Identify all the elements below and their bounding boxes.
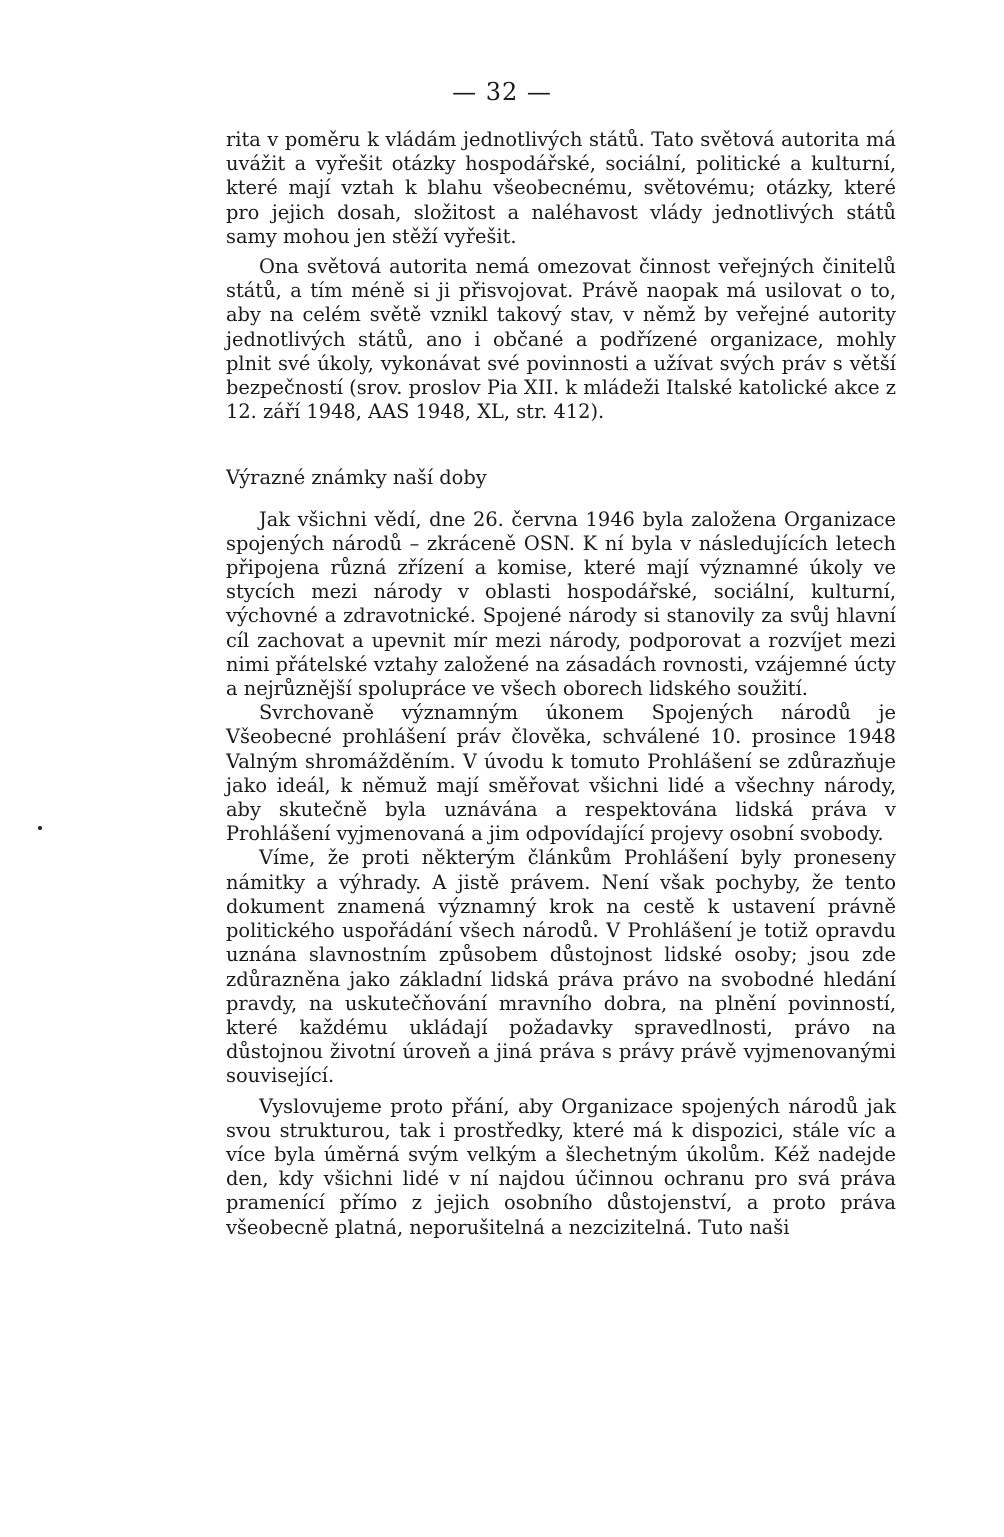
paragraph: Ona světová autorita nemá omezovat činnost veřejných činitelů států, a tím méně si ji přisvojovat. Právě naopak má usilovat o to, aby na celém světě vznikl takový stav, v němž by veřejné autority jednotlivých států, ano i občané a podřízené organizace, mohly plnit své úkoly, vykonávat své povinnosti a užívat svých práv s větší bezpečností (srov. proslov Pia XII. k mládeži Italské katolické akce z 12. září 1948, AAS 1948, XL, str. 412). [226, 255, 896, 424]
paragraph-continuation: rita v poměru k vládám jednotlivých států. Tato světová autorita má uvážit a vyřešit otázky hospodářské, sociální, politické a kulturní, které mají vztah k blahu všeobecnému, světovému; otázky, které pro jejich dosah, složitost a naléhavost vlády jednotlivých států samy mohou jen stěží vyřešit. [226, 128, 896, 248]
page-number: — 32 — [452, 78, 552, 106]
paragraph: Jak všichni vědí, dne 26. června 1946 byla založena Organizace spojených národů – zkráceně OSN. K ní byla v následujících letech připojena různá zřízení a komise, které mají významné úkoly ve stycích mezi národy v oblasti hospodářské, sociální, kulturní, výchovné a zdravotnické. Spojené národy si stanovily za svůj hlavní cíl zachovat a upevnit mír mezi národy, podporovat a rozvíjet mezi nimi přátelské vztahy založené na zásadách rovnosti, vzájemné úcty a nejrůznější spolupráce ve všech oborech lidského soužití. [226, 507, 896, 701]
section-heading: Výrazné známky naší doby [226, 466, 487, 490]
page-body [226, 128, 896, 1240]
paragraph: Víme, že proti některým článkům Prohlášení byly proneseny námitky a výhrady. A jistě právem. Není však pochyby, že tento dokument znamená významný krok na cestě k ustavení právně politického uspořádání všech národů. V Prohlášení je totiž opravdu uznána slavnostním způsobem důstojnost lidské osoby; jsou zde zdůrazněna jako základní lidská práva právo na svobodné hledání pravdy, na uskutečňování mravního dobra, na plnění povinností, které každému ukládají požadavky spravedlnosti, právo na důstojnou životní úroveň a jiná práva s právy právě vyjmenovanými související. [226, 846, 896, 1088]
scan-speck [38, 826, 42, 830]
paragraph: Vyslovujeme proto přání, aby Organizace spojených národů jak svou strukturou, tak i prostředky, které má k dispozici, stále víc a více byla úměrná svým velkým a šlechetným úkolům. Kéž nadejde den, kdy všichni lidé v ní najdou účinnou ochranu pro svá práva pramenící přímo z jejich osobního důstojenství, a proto práva všeobecně platná, neporušitelná a nezcizitelná. Tuto naši [226, 1094, 896, 1239]
paragraph: Svrchovaně významným úkonem Spojených národů je Všeobecné prohlášení práv člověka, schválené 10. prosince 1948 Valným shromážděním. V úvodu k tomuto Prohlášení se zdůrazňuje jako ideál, k němuž mají směřovat všichni lidé a všechny národy, aby skutečně byla uznávána a respektována lidská práva v Prohlášení vyjmenovaná a jim odpovídající projevy osobní svobody. [226, 701, 896, 846]
